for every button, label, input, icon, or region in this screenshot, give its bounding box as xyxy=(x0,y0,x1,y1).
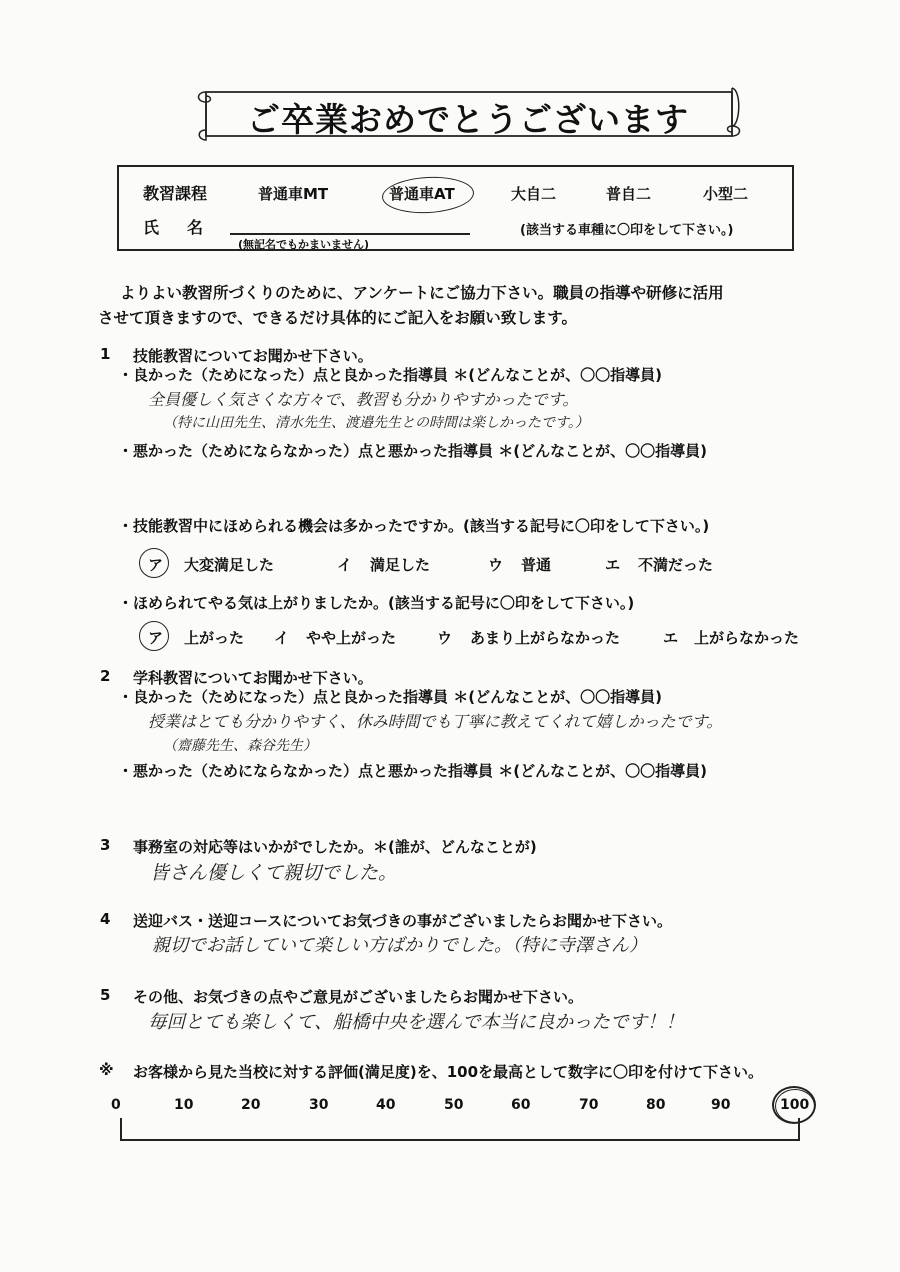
praise-option-b-mark[interactable]: イ xyxy=(337,556,353,574)
scale-70[interactable]: 70 xyxy=(579,1097,599,1113)
q2-title: 学科教習についてお聞かせ下さい。 xyxy=(133,669,373,687)
q1-number: 1 xyxy=(100,345,111,363)
q4-title: 送迎バス・送迎コースについてお気づきの事がございましたらお聞かせ下さい。 xyxy=(133,912,672,930)
praise-option-c-mark[interactable]: ウ xyxy=(488,556,504,574)
q3-number: 3 xyxy=(100,836,111,854)
motivation-option-a-mark[interactable]: ア xyxy=(148,629,164,647)
rating-selected-circle-inner xyxy=(775,1089,815,1123)
course-option-large-moto[interactable]: 大自二 xyxy=(511,185,557,203)
title-banner xyxy=(192,86,744,144)
scale-40[interactable]: 40 xyxy=(376,1097,396,1113)
motivation-option-a-text[interactable]: 上がった xyxy=(184,629,245,647)
q4-number: 4 xyxy=(100,910,111,928)
motivation-option-c-mark[interactable]: ウ xyxy=(437,629,453,647)
name-underline[interactable] xyxy=(230,233,470,235)
scale-10[interactable]: 10 xyxy=(174,1097,194,1113)
scale-80[interactable]: 80 xyxy=(646,1097,666,1113)
intro-line-2: させて頂きますので、できるだけ具体的にご記入をお願い致します。 xyxy=(98,309,577,327)
rating-instruction: お客様から見た当校に対する評価(満足度)を、100を最高として数字に〇印を付けて下さい。 xyxy=(133,1063,764,1081)
course-label: 教習課程 xyxy=(143,184,208,203)
q5-answer: 毎回とても楽しくて、船橋中央を選んで本当に良かったです！！ xyxy=(148,1012,685,1033)
scale-60[interactable]: 60 xyxy=(511,1097,531,1113)
scale-100[interactable]: 100 xyxy=(780,1097,810,1113)
scale-90[interactable]: 90 xyxy=(711,1097,731,1113)
praise-option-a-mark[interactable]: ア xyxy=(148,556,164,574)
q1-good-label: ・良かった（ためになった）点と良かった指導員 ＊(どんなことが、〇〇指導員) xyxy=(118,366,662,384)
course-circle-note: (該当する車種に〇印をして下さい。) xyxy=(520,223,734,238)
praise-option-b-text[interactable]: 満足した xyxy=(370,556,431,574)
q1-title: 技能教習についてお聞かせ下さい。 xyxy=(133,347,373,365)
motivation-option-d-mark[interactable]: エ xyxy=(663,629,679,647)
q4-answer: 親切でお話していて楽しい方ばかりでした。（特に寺澤さん） xyxy=(152,935,647,956)
name-note: (無記名でもかまいません) xyxy=(238,238,370,251)
q2-good-answer-line-2: （齋藤先生、森谷先生） xyxy=(163,738,317,754)
page-title: ご卒業おめでとうございます xyxy=(247,100,689,139)
q1-bad-label: ・悪かった（ためにならなかった）点と悪かった指導員 ＊(どんなことが、〇〇指導員) xyxy=(118,442,707,460)
q2-number: 2 xyxy=(100,667,111,685)
name-label: 氏 名 xyxy=(143,218,210,237)
rating-mark: ※ xyxy=(99,1061,114,1079)
q2-good-label: ・良かった（ためになった）点と良かった指導員 ＊(どんなことが、〇〇指導員) xyxy=(118,688,662,706)
q5-title: その他、お気づきの点やご意見がございましたらお聞かせ下さい。 xyxy=(133,988,584,1006)
rating-scale-line xyxy=(120,1139,800,1141)
intro-line-1: よりよい教習所づくりのために、アンケートにご協力下さい。職員の指導や研修に活用 xyxy=(120,284,724,302)
praise-option-d-mark[interactable]: エ xyxy=(605,556,621,574)
praise-option-d-text[interactable]: 不満だった xyxy=(638,556,714,574)
rating-scale-right-tick xyxy=(798,1118,800,1140)
scale-50[interactable]: 50 xyxy=(444,1097,464,1113)
q2-good-answer-line-1: 授業はとても分かりやすく、休み時間でも丁寧に教えてくれて嬉しかったです。 xyxy=(148,712,723,731)
q3-title: 事務室の対応等はいかがでしたか。＊(誰が、どんなことが) xyxy=(133,838,537,856)
scale-0[interactable]: 0 xyxy=(111,1097,121,1113)
q2-bad-label: ・悪かった（ためにならなかった）点と悪かった指導員 ＊(どんなことが、〇〇指導員) xyxy=(118,762,707,780)
scale-30[interactable]: 30 xyxy=(309,1097,329,1113)
q1-good-answer-line-1: 全員優しく気さくな方々で、教習も分かりやすかったです。 xyxy=(148,390,579,409)
motivation-option-d-text[interactable]: 上がらなかった xyxy=(694,629,800,647)
rating-scale-left-tick xyxy=(120,1118,122,1140)
q5-number: 5 xyxy=(100,986,111,1004)
motivation-option-c-text[interactable]: あまり上がらなかった xyxy=(470,629,621,647)
motivation-option-b-text[interactable]: やや上がった xyxy=(306,629,397,647)
q1-motivation-question: ・ほめられてやる気は上がりましたか。(該当する記号に〇印をして下さい。) xyxy=(118,594,635,612)
scale-20[interactable]: 20 xyxy=(241,1097,261,1113)
q3-answer: 皆さん優しくて親切でした。 xyxy=(150,862,398,884)
motivation-option-b-mark[interactable]: イ xyxy=(274,629,290,647)
course-option-normal-moto[interactable]: 普自二 xyxy=(606,185,652,203)
course-option-at[interactable]: 普通車AT xyxy=(389,185,455,203)
praise-option-a-text[interactable]: 大変満足した xyxy=(184,556,275,574)
praise-option-c-text[interactable]: 普通 xyxy=(521,556,552,574)
q1-praise-question: ・技能教習中にほめられる機会は多かったですか。(該当する記号に〇印をして下さい。) xyxy=(118,517,710,535)
q1-good-answer-line-2: （特に山田先生、清水先生、渡邉先生との時間は楽しかったです。） xyxy=(163,415,589,431)
course-option-small-moto[interactable]: 小型二 xyxy=(703,185,749,203)
course-option-mt[interactable]: 普通車MT xyxy=(258,185,329,203)
